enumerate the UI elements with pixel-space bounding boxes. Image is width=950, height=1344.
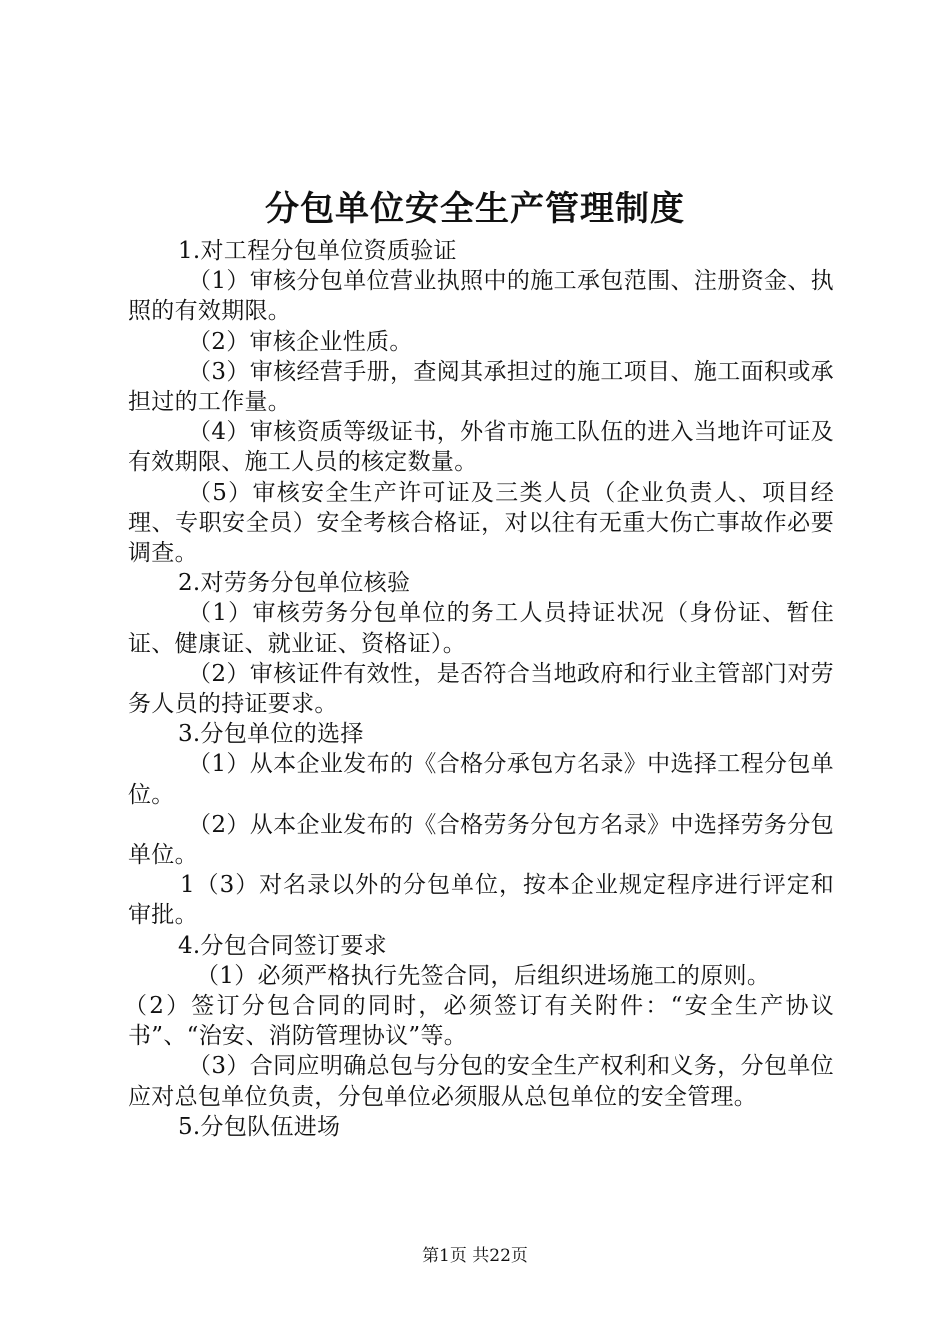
- paragraph: （3）合同应明确总包与分包的安全生产权利和义务，分包单位应对总包单位负责，分包单位必须服从总包单位的安全管理。: [128, 1053, 834, 1110]
- document-title: 分包单位安全生产管理制度: [265, 189, 685, 229]
- paragraph: 1（3）对名录以外的分包单位，按本企业规定程序进行评定和审批。: [128, 872, 834, 929]
- paragraph: 5.分包队伍进场: [178, 1113, 341, 1140]
- paragraph: （4）审核资质等级证书，外省市施工队伍的进入当地许可证及有效期限、施工人员的核定数量。: [128, 419, 834, 476]
- paragraph: 4.分包合同签订要求: [178, 932, 387, 959]
- paragraph: （1）从本企业发布的《合格分承包方名录》中选择工程分包单位。: [128, 751, 834, 808]
- paragraph: （1）审核劳务分包单位的务工人员持证状况（身份证、暂住证、健康证、就业证、资格证）。: [128, 600, 834, 657]
- paragraph: （5）审核安全生产许可证及三类人员（企业负责人、项目经理、专职安全员）安全考核合格证，对以往有无重大伤亡事故作必要调查。: [128, 479, 834, 567]
- paragraph: （1）审核分包单位营业执照中的施工承包范围、注册资金、执照的有效期限。: [128, 268, 834, 325]
- paragraph: （3）审核经营手册，查阅其承担过的施工项目、施工面积或承担过的工作量。: [128, 358, 834, 416]
- paragraph: 3.分包单位的选择: [178, 721, 364, 748]
- paragraph: （2）审核证件有效性，是否符合当地政府和行业主管部门对劳务人员的持证要求。: [128, 660, 834, 718]
- paragraph: （1）必须严格执行先签合同，后组织进场施工的原则。: [196, 962, 771, 989]
- paragraph: （2）审核企业性质。: [188, 328, 413, 355]
- page-footer: 第1页 共22页: [422, 1246, 528, 1266]
- paragraph: 2.对劳务分包单位核验: [178, 570, 411, 597]
- document-body: [124, 236, 834, 1142]
- paragraph: （2）从本企业发布的《合格劳务分包方名录》中选择劳务分包单位。: [128, 811, 834, 869]
- paragraph: （2）签订分包合同的同时，必须签订有关附件：“安全生产协议书”、“治安、消防管理协议”等。: [124, 993, 834, 1050]
- paragraph: 1.对工程分包单位资质验证: [178, 238, 457, 264]
